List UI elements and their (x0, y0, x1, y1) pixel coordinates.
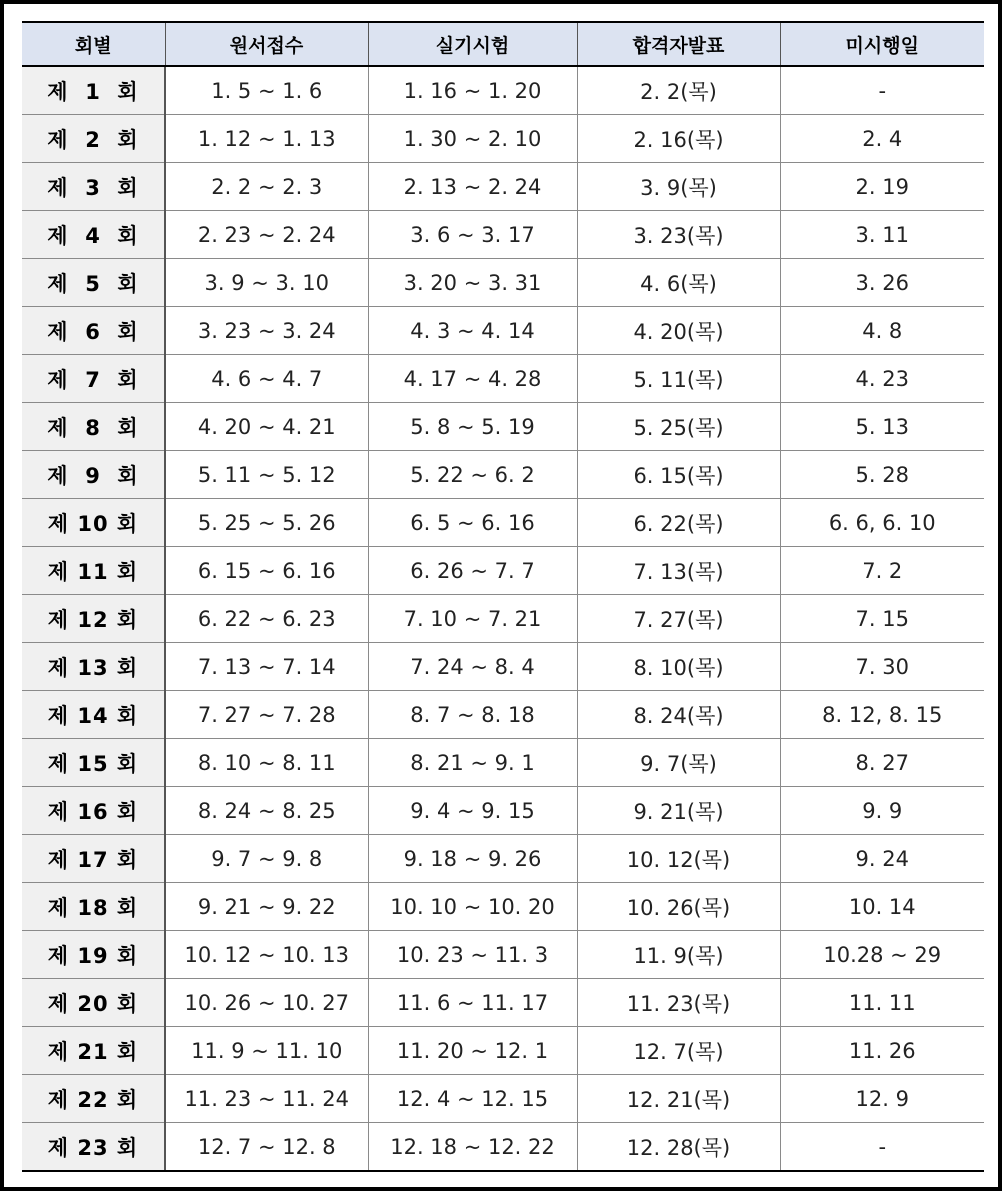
round-cell: 제 5 회 (22, 259, 165, 307)
round-cell: 제 1 회 (22, 66, 165, 115)
table-row (22, 787, 984, 835)
non-exam-day-cell: 8. 12, 8. 15 (780, 691, 984, 739)
non-exam-day-cell: 9. 24 (780, 835, 984, 883)
table-row (22, 307, 984, 355)
practical-exam-cell: 10. 10 ~ 10. 20 (368, 883, 577, 931)
application-cell: 11. 23 ~ 11. 24 (165, 1075, 368, 1123)
header-row (22, 22, 984, 66)
application-cell: 2. 23 ~ 2. 24 (165, 211, 368, 259)
round-cell: 제 22 회 (22, 1075, 165, 1123)
table-row (22, 499, 984, 547)
application-cell: 10. 12 ~ 10. 13 (165, 931, 368, 979)
application-cell: 8. 24 ~ 8. 25 (165, 787, 368, 835)
practical-exam-cell: 7. 24 ~ 8. 4 (368, 643, 577, 691)
table-row (22, 211, 984, 259)
result-cell: 6. 22(목) (577, 499, 780, 547)
non-exam-day-cell: 10.28 ~ 29 (780, 931, 984, 979)
practical-exam-cell: 2. 13 ~ 2. 24 (368, 163, 577, 211)
round-cell: 제 15 회 (22, 739, 165, 787)
table-row (22, 115, 984, 163)
result-cell: 11. 9(목) (577, 931, 780, 979)
non-exam-day-cell: 7. 15 (780, 595, 984, 643)
practical-exam-cell: 9. 4 ~ 9. 15 (368, 787, 577, 835)
round-cell: 제 19 회 (22, 931, 165, 979)
application-cell: 3. 23 ~ 3. 24 (165, 307, 368, 355)
result-cell: 4. 6(목) (577, 259, 780, 307)
non-exam-day-cell: 5. 13 (780, 403, 984, 451)
result-cell: 10. 26(목) (577, 883, 780, 931)
non-exam-day-cell: 3. 26 (780, 259, 984, 307)
practical-exam-cell: 11. 6 ~ 11. 17 (368, 979, 577, 1027)
practical-exam-cell: 12. 18 ~ 12. 22 (368, 1123, 577, 1172)
round-cell: 제 18 회 (22, 883, 165, 931)
application-cell: 10. 26 ~ 10. 27 (165, 979, 368, 1027)
table-row (22, 163, 984, 211)
result-cell: 2. 2(목) (577, 66, 780, 115)
non-exam-day-cell: 6. 6, 6. 10 (780, 499, 984, 547)
result-cell: 2. 16(목) (577, 115, 780, 163)
result-cell: 4. 20(목) (577, 307, 780, 355)
non-exam-day-cell: 4. 23 (780, 355, 984, 403)
non-exam-day-cell: 5. 28 (780, 451, 984, 499)
table-row (22, 1123, 984, 1172)
round-cell: 제 6 회 (22, 307, 165, 355)
round-cell: 제 10 회 (22, 499, 165, 547)
practical-exam-cell: 8. 7 ~ 8. 18 (368, 691, 577, 739)
application-cell: 4. 20 ~ 4. 21 (165, 403, 368, 451)
round-cell: 제 3 회 (22, 163, 165, 211)
practical-exam-cell: 9. 18 ~ 9. 26 (368, 835, 577, 883)
application-cell: 1. 12 ~ 1. 13 (165, 115, 368, 163)
practical-exam-cell: 6. 26 ~ 7. 7 (368, 547, 577, 595)
table-row (22, 835, 984, 883)
table-row (22, 883, 984, 931)
result-cell: 12. 28(목) (577, 1123, 780, 1172)
practical-exam-cell: 5. 8 ~ 5. 19 (368, 403, 577, 451)
table-row (22, 691, 984, 739)
practical-exam-cell: 1. 16 ~ 1. 20 (368, 66, 577, 115)
non-exam-day-cell: 10. 14 (780, 883, 984, 931)
result-cell: 6. 15(목) (577, 451, 780, 499)
non-exam-day-cell: 11. 26 (780, 1027, 984, 1075)
header-non-exam-days: 미시행일 (780, 22, 984, 66)
round-cell: 제 11 회 (22, 547, 165, 595)
round-cell: 제 14 회 (22, 691, 165, 739)
table-row (22, 403, 984, 451)
non-exam-day-cell: 9. 9 (780, 787, 984, 835)
application-cell: 3. 9 ~ 3. 10 (165, 259, 368, 307)
result-cell: 9. 21(목) (577, 787, 780, 835)
round-cell: 제 8 회 (22, 403, 165, 451)
result-cell: 3. 23(목) (577, 211, 780, 259)
round-cell: 제 4 회 (22, 211, 165, 259)
practical-exam-cell: 3. 20 ~ 3. 31 (368, 259, 577, 307)
table-body (22, 66, 984, 1171)
result-cell: 8. 24(목) (577, 691, 780, 739)
header-practical-exam: 실기시험 (368, 22, 577, 66)
round-cell: 제 23 회 (22, 1123, 165, 1172)
table-row (22, 931, 984, 979)
practical-exam-cell: 10. 23 ~ 11. 3 (368, 931, 577, 979)
application-cell: 11. 9 ~ 11. 10 (165, 1027, 368, 1075)
application-cell: 6. 15 ~ 6. 16 (165, 547, 368, 595)
round-cell: 제 2 회 (22, 115, 165, 163)
application-cell: 7. 27 ~ 7. 28 (165, 691, 368, 739)
practical-exam-cell: 6. 5 ~ 6. 16 (368, 499, 577, 547)
header-round: 회별 (22, 22, 165, 66)
result-cell: 5. 11(목) (577, 355, 780, 403)
non-exam-day-cell: 3. 11 (780, 211, 984, 259)
practical-exam-cell: 7. 10 ~ 7. 21 (368, 595, 577, 643)
round-cell: 제 9 회 (22, 451, 165, 499)
practical-exam-cell: 11. 20 ~ 12. 1 (368, 1027, 577, 1075)
application-cell: 8. 10 ~ 8. 11 (165, 739, 368, 787)
table-row (22, 355, 984, 403)
practical-exam-cell: 4. 17 ~ 4. 28 (368, 355, 577, 403)
result-cell: 11. 23(목) (577, 979, 780, 1027)
table-row (22, 1027, 984, 1075)
result-cell: 8. 10(목) (577, 643, 780, 691)
practical-exam-cell: 12. 4 ~ 12. 15 (368, 1075, 577, 1123)
round-cell: 제 20 회 (22, 979, 165, 1027)
table-row (22, 739, 984, 787)
round-cell: 제 21 회 (22, 1027, 165, 1075)
round-cell: 제 7 회 (22, 355, 165, 403)
header-application: 원서접수 (165, 22, 368, 66)
non-exam-day-cell: 7. 2 (780, 547, 984, 595)
table-header (22, 22, 984, 66)
table-row (22, 643, 984, 691)
non-exam-day-cell: 4. 8 (780, 307, 984, 355)
result-cell: 5. 25(목) (577, 403, 780, 451)
result-cell: 12. 21(목) (577, 1075, 780, 1123)
result-cell: 7. 27(목) (577, 595, 780, 643)
table-row (22, 547, 984, 595)
header-result-announcement: 합격자발표 (577, 22, 780, 66)
table-row (22, 595, 984, 643)
table-row (22, 1075, 984, 1123)
application-cell: 7. 13 ~ 7. 14 (165, 643, 368, 691)
table-row (22, 979, 984, 1027)
non-exam-day-cell: 8. 27 (780, 739, 984, 787)
non-exam-day-cell: 11. 11 (780, 979, 984, 1027)
non-exam-day-cell: 2. 4 (780, 115, 984, 163)
application-cell: 6. 22 ~ 6. 23 (165, 595, 368, 643)
application-cell: 1. 5 ~ 1. 6 (165, 66, 368, 115)
practical-exam-cell: 3. 6 ~ 3. 17 (368, 211, 577, 259)
round-cell: 제 12 회 (22, 595, 165, 643)
non-exam-day-cell: - (780, 1123, 984, 1172)
table-row (22, 259, 984, 307)
non-exam-day-cell: 12. 9 (780, 1075, 984, 1123)
practical-exam-cell: 4. 3 ~ 4. 14 (368, 307, 577, 355)
application-cell: 5. 25 ~ 5. 26 (165, 499, 368, 547)
result-cell: 12. 7(목) (577, 1027, 780, 1075)
non-exam-day-cell: 7. 30 (780, 643, 984, 691)
practical-exam-cell: 8. 21 ~ 9. 1 (368, 739, 577, 787)
result-cell: 7. 13(목) (577, 547, 780, 595)
round-cell: 제 16 회 (22, 787, 165, 835)
result-cell: 3. 9(목) (577, 163, 780, 211)
result-cell: 9. 7(목) (577, 739, 780, 787)
practical-exam-cell: 1. 30 ~ 2. 10 (368, 115, 577, 163)
round-cell: 제 17 회 (22, 835, 165, 883)
non-exam-day-cell: - (780, 66, 984, 115)
application-cell: 9. 7 ~ 9. 8 (165, 835, 368, 883)
non-exam-day-cell: 2. 19 (780, 163, 984, 211)
application-cell: 9. 21 ~ 9. 22 (165, 883, 368, 931)
table-row (22, 66, 984, 115)
application-cell: 5. 11 ~ 5. 12 (165, 451, 368, 499)
round-cell: 제 13 회 (22, 643, 165, 691)
application-cell: 4. 6 ~ 4. 7 (165, 355, 368, 403)
table-row (22, 451, 984, 499)
application-cell: 2. 2 ~ 2. 3 (165, 163, 368, 211)
exam-schedule-table (22, 21, 984, 1172)
practical-exam-cell: 5. 22 ~ 6. 2 (368, 451, 577, 499)
result-cell: 10. 12(목) (577, 835, 780, 883)
application-cell: 12. 7 ~ 12. 8 (165, 1123, 368, 1172)
